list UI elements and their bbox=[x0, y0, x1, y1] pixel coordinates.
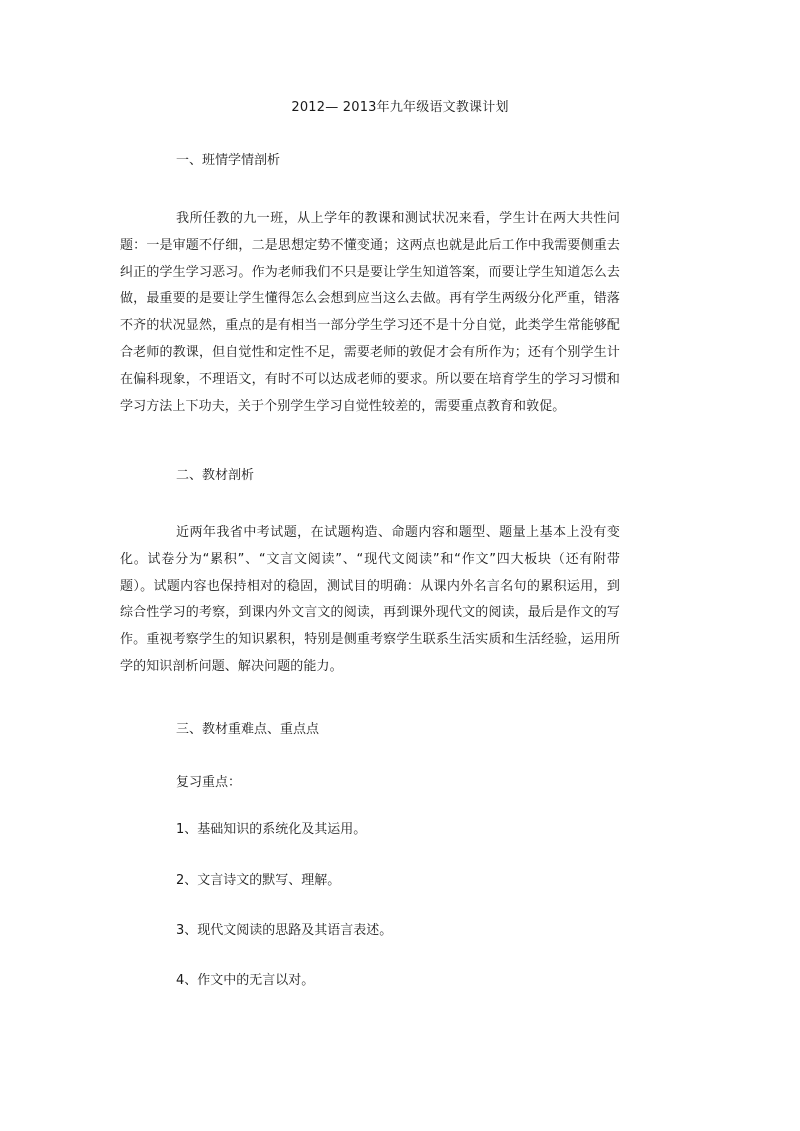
paragraph-class-analysis: 我所任教的九一班，从上学年的教课和测试状况来看，学生计在两大共性问题：一是审题不仔细，二是思想定势不懂变通；这两点也就是此后工作中我需要侧重去纠正的学生学习恶习。作为老师我们不只是要让学生知道答案，而要让学生知道怎么去做，最重要的是要让学生懂得怎么会想到应当这么去做。再有学生两级分化严重，错落不齐的状况显然，重点的是有相当一部分学生学习还不是十分自觉，此类学生常能够配合老师的教课，但自觉性和定性不足，需要老师的敦促才会有所作为；还有个别学生计在偏科现象，不理语文，有时不可以达成老师的要求。所以要在培育学生的学习习惯和学习方法上下功夫，关于个别学生学习自觉性较差的，需要重点教育和敦促。 bbox=[120, 211, 620, 414]
section-heading-textbook-analysis: 二、教材剖析 bbox=[176, 468, 255, 483]
review-point-item: 2、文言诗文的默写、理解。 bbox=[176, 873, 341, 888]
paragraph-textbook-analysis: 近两年我省中考试题，在试题构造、命题内容和题型、题量上基本上没有变化。试卷分为“累积”、“文言文阅读”、“现代文阅读”和“作文”四大板块（还有附带题）。试题内容也保持相对的稳固，测试目的明确：从课内外名言名句的累积运用，到综合性学习的考察，到课内外文言文的阅读，再到课外现代文的阅读，最后是作文的写作。重视考察学生的知识累积，特别是侧重考察学生联系生活实质和生活经验，运用所学的知识剖析问题、解决问题的能力。 bbox=[120, 525, 620, 674]
review-point-item: 1、基础知识的系统化及其运用。 bbox=[176, 822, 367, 837]
review-point-item: 4、作文中的无言以对。 bbox=[176, 973, 315, 988]
review-point-item: 3、现代文阅读的思路及其语言表述。 bbox=[176, 923, 393, 938]
section-heading-class-analysis: 一、班情学情剖析 bbox=[176, 153, 281, 168]
section-heading-key-points: 三、教材重难点、重点点 bbox=[176, 722, 320, 737]
review-points-label: 复习重点： bbox=[176, 775, 242, 790]
document-title: 2012— 2013年九年级语文教课计划 bbox=[291, 100, 509, 115]
